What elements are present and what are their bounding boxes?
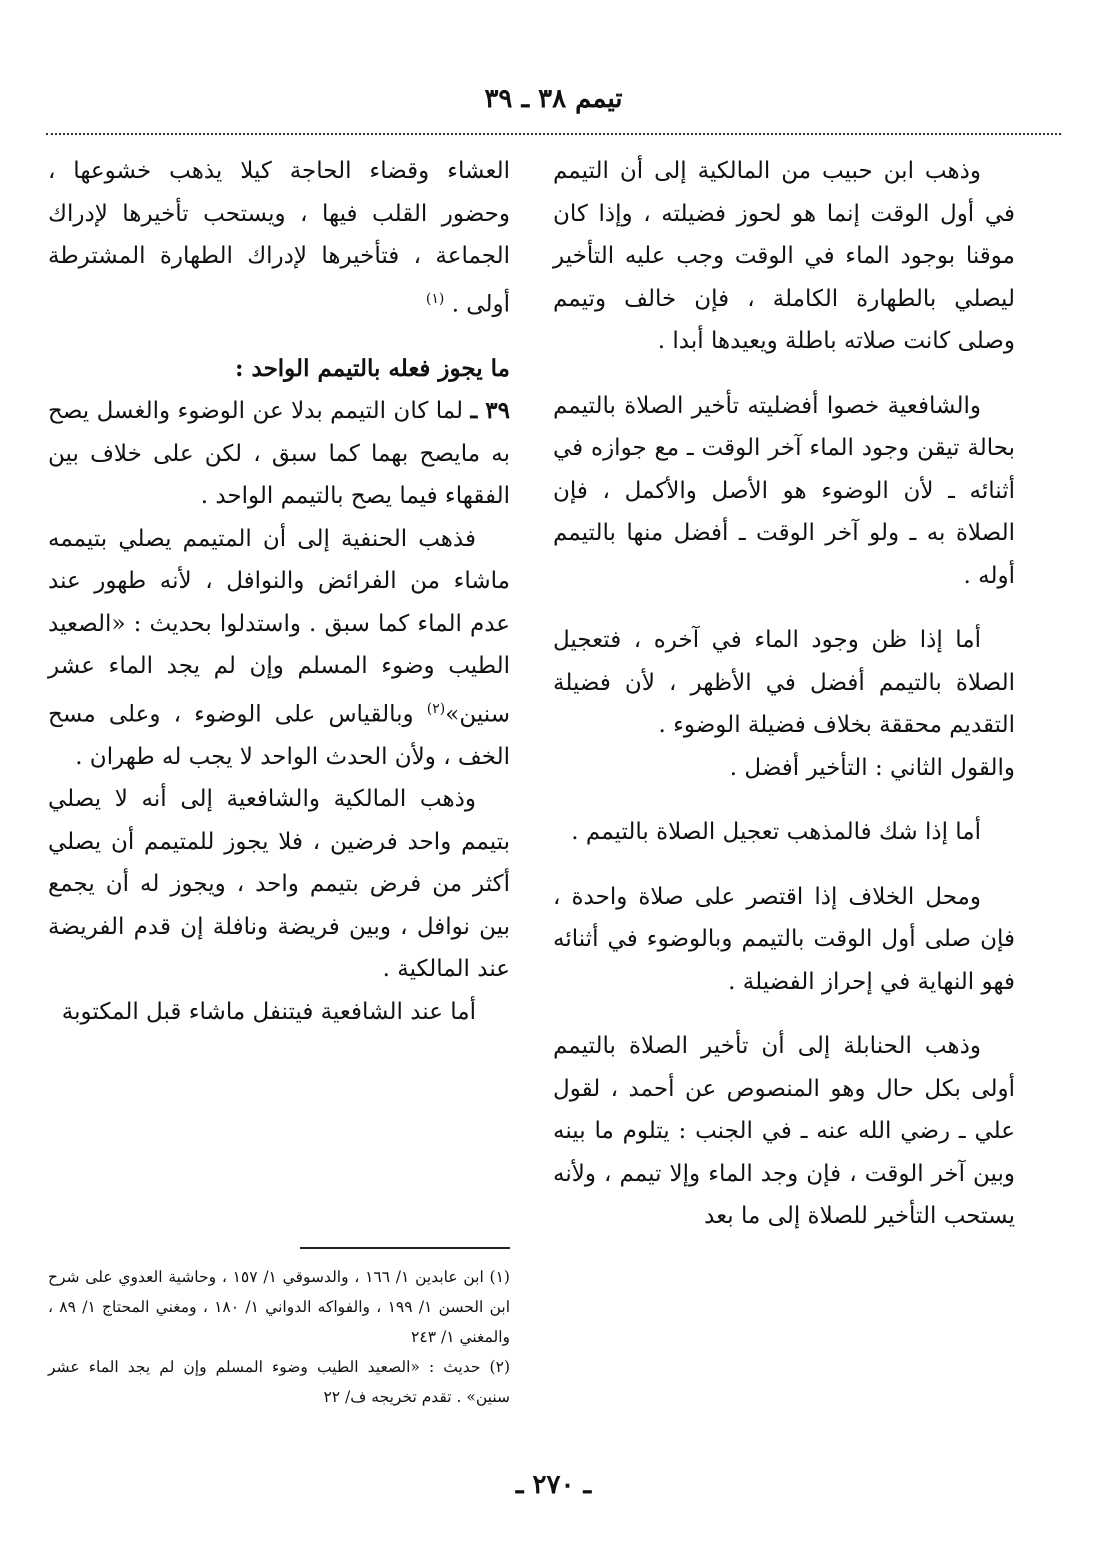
paragraph (48, 390, 510, 518)
paragraph (48, 518, 510, 779)
paragraph: وذهب الحنابلة إلى أن تأخير الصلاة بالتيمم أولى بكل حال وهو المنصوص عن أحمد ، لقول علي ـ رضي الله عنه ـ في الجنب : يتلوم ما بينه وبين آخر الوقت ، فإن وجد الماء وإلا تيمم ، ولأنه يستحب التأخير للصلاة إلى ما بعد (553, 1033, 1015, 1229)
right-column (553, 150, 1015, 1260)
paragraph: وذهب المالكية والشافعية إلى أنه لا يصلي بتيمم واحد فرضين ، فلا يجوز للمتيمم أن يصلي أكثر من فرض بتيمم واحد ، ويجوز له أن يجمع بين نوافل ، وبين فريضة ونافلة إن قدم الفريضة عند المالكية . (48, 786, 510, 983)
paragraph: أما إذا شك فالمذهب تعجيل الصلاة بالتيمم . (571, 819, 981, 845)
paragraph: ومحل الخلاف إذا اقتصر على صلاة واحدة ، فإن صلى أول الوقت بالتيمم وبالوضوء في أثنائه فهو النهاية في إحراز الفضيلة . (553, 883, 1015, 995)
header-dotted-rule (46, 133, 1061, 135)
section-number: ٣٩ ـ (470, 397, 511, 425)
paragraph: أما إذا ظن وجود الماء في آخره ، فتعجيل الصلاة بالتيمم أفضل في الأظهر ، لأن فضيلة التقديم محققة بخلاف فضيلة الوضوء . (553, 627, 1015, 738)
running-header: تيمم ٣٨ ـ ٣٩ (484, 84, 623, 114)
paragraph: وذهب ابن حبيب من المالكية إلى أن التيمم في أول الوقت إنما هو لحوز فضيلته ، وإذا كان موقنا بوجود الماء في الوقت وجب عليه التأخير ليصلي بالطهارة الكاملة ، فإن خالف وتيمم وصلى كانت صلاته باطلة ويعيدها أبدا . (553, 158, 1015, 354)
paragraph-text: وبالقياس على الوضوء ، وعلى مسح الخف ، ولأن الحدث الواحد لا يجب له طهران . (48, 701, 510, 770)
paragraph-text: لما كان التيمم بدلا عن الوضوء والغسل يصح به مايصح بهما كما سبق ، لكن على خلاف بين الفقهاء فيما يصح بالتيمم الواحد . (48, 398, 510, 510)
paragraph (48, 150, 510, 326)
paragraph: والشافعية خصوا أفضليته تأخير الصلاة بالتيمم بحالة تيقن وجود الماء آخر الوقت ـ مع جوازه في أثنائه ـ لأن الوضوء هو الأصل والأكمل ، فإن الصلاة به ـ ولو آخر الوقت ـ أفضل منها بالتيمم أوله . (553, 392, 1015, 589)
page-number: ـ ٢٧٠ ـ (515, 1470, 592, 1500)
footnote-ref: (٢) (426, 700, 446, 717)
left-column (48, 150, 510, 1033)
paragraph: والقول الثاني : التأخير أفضل . (729, 754, 1015, 781)
section-heading: ما يجوز فعله بالتيمم الواحد : (235, 354, 510, 382)
footnote-separator (300, 1247, 510, 1249)
footnote: (١) ابن عابدين ١/ ١٦٦ ، والدسوقي ١/ ١٥٧ ، وحاشية العدوي على شرح ابن الحسن ١/ ١٩٩ ، والفواكه الدواني ١/ ١٨٠ ، ومغني المحتاج ١/ ٨٩ ، والمغني ١/ ٢٤٣ (48, 1268, 510, 1346)
footnote-ref: (١) (425, 290, 445, 307)
footnotes (48, 1262, 510, 1412)
paragraph: أما عند الشافعية فيتنفل ماشاء قبل المكتوبة (61, 998, 476, 1025)
paragraph-text: العشاء وقضاء الحاجة كيلا يذهب خشوعها ، وحضور القلب فيها ، ويستحب تأخيرها لإدراك الجماعة ، فتأخيرها لإدراك الطهارة المشترطة أولى . (48, 158, 510, 318)
paragraph-text: فذهب الحنفية إلى أن المتيمم يصلي بتيممه ماشاء من الفرائض والنوافل ، لأنه طهور عند عدم الماء كما سبق . واستدلوا بحديث : «الصعيد الطيب وضوء المسلم وإن لم يجد الماء عشر سنين» (48, 525, 510, 728)
footnote: (٢) حديث : «الصعيد الطيب وضوء المسلم وإن لم يجد الماء عشر سنين» . تقدم تخريجه ف/ ٢٢ (48, 1358, 510, 1406)
